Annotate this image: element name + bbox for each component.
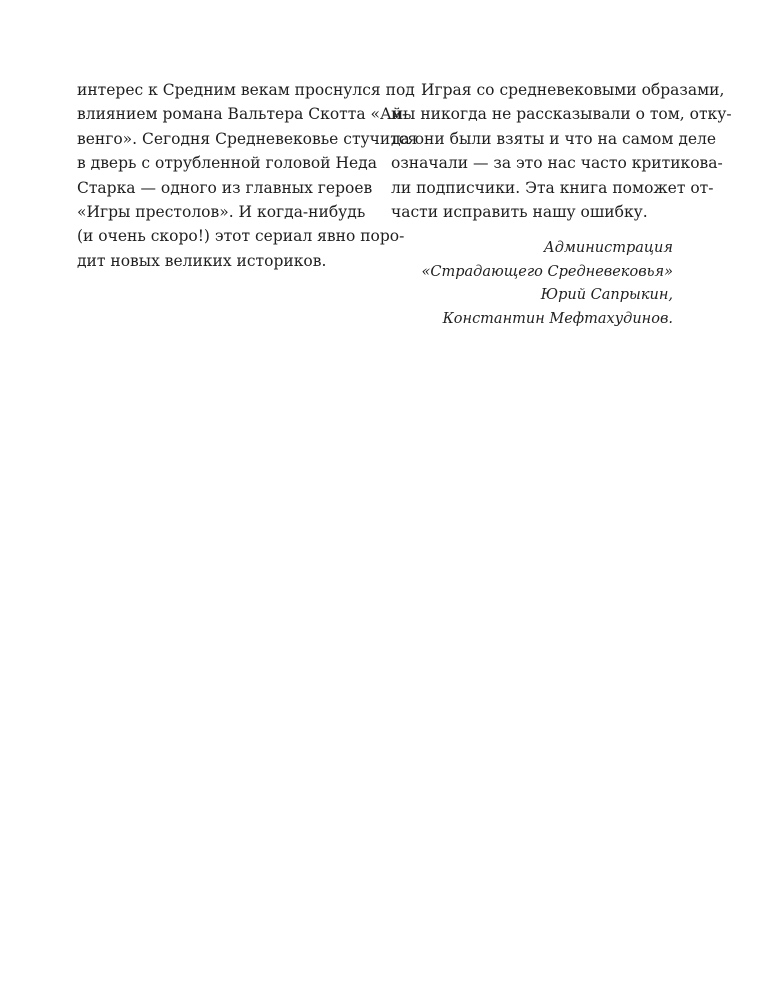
text-line: Старка — одного из главных героев: [77, 178, 373, 197]
text-line: Играя со средневековыми образами,: [421, 81, 725, 99]
text-line: мы никогда не рассказывали о том, отку-: [391, 105, 732, 124]
text-line: «Игры престолов». И когда-нибудь: [77, 202, 366, 221]
text-line: (и очень скоро!) этот сериал явно поро-: [77, 227, 405, 246]
text-line: влиянием романа Вальтера Скотта «Ай-: [77, 105, 408, 124]
signature-line: Администрация: [543, 240, 673, 257]
text-line: в дверь с отрубленной головой Неда: [77, 154, 377, 173]
signature-block: [391, 237, 673, 331]
text-line: части исправить нашу ошибку.: [391, 202, 648, 221]
text-line: интерес к Средним векам проснулся под: [77, 81, 415, 99]
left-text-column: [77, 78, 418, 273]
signature-line: «Страдающего Средневековья»: [421, 263, 673, 280]
signature-line: Юрий Сапрыкин,: [540, 287, 673, 304]
signature-line: Константин Мефтахудинов.: [442, 310, 673, 327]
right-text-column: [391, 78, 732, 331]
text-line: да они были взяты и что на самом деле: [391, 129, 717, 148]
text-line: дит новых великих историков.: [77, 251, 327, 270]
text-line: означали — за это нас часто критикова-: [391, 154, 723, 173]
text-line: венго». Сегодня Средневековье стучится: [77, 129, 418, 148]
text-line: ли подписчики. Эта книга поможет от-: [391, 178, 714, 197]
